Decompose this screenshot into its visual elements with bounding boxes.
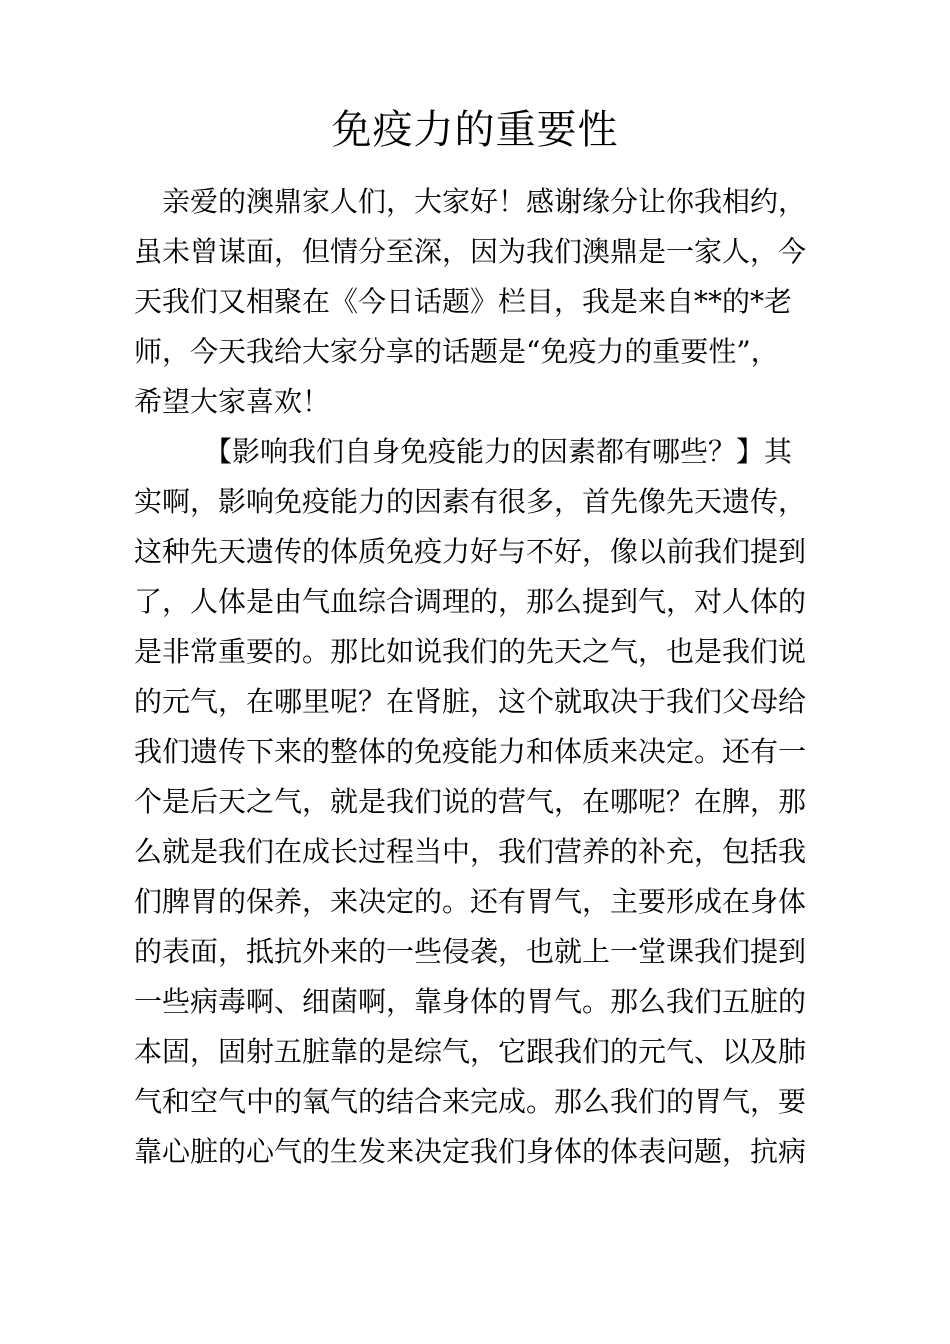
text-line: 实啊，影响免疫能力的因素有很多，首先像先天遗传， [134,485,807,518]
text-line: 亲爱的澳鼎家人们，大家好！感谢缘分让你我相约， [134,185,807,218]
text-line: 们脾胃的保养，来决定的。还有胃气，主要形成在身体 [134,885,807,918]
text-line: 个是后天之气，就是我们说的营气，在哪呢？在脾，那 [134,785,807,818]
text-line: 这种先天遗传的体质免疫力好与不好，像以前我们提到 [134,535,807,568]
text-line: 本固，固射五脏靠的是综气，它跟我们的元气、以及肺 [134,1035,807,1068]
text-line: 【影响我们自身免疫能力的因素都有哪些？】其 [134,435,793,468]
text-line: 虽未曾谋面，但情分至深，因为我们澳鼎是一家人，今 [134,235,807,268]
text-line: 我们遗传下来的整体的免疫能力和体质来决定。还有一 [134,735,807,768]
text-line: 师，今天我给大家分享的话题是“免疫力的重要性”， [134,335,779,368]
page-title: 免疫力的重要性 [331,107,619,153]
text-line: 希望大家喜欢！ [134,385,331,418]
text-line: 靠心脏的心气的生发来决定我们身体的体表问题，抗病 [134,1135,807,1168]
text-line: 一些病毒啊、细菌啊，靠身体的胃气。那么我们五脏的 [134,985,807,1018]
text-line: 么就是我们在成长过程当中，我们营养的补充，包括我 [134,835,807,868]
text-line: 的元气，在哪里呢？在肾脏，这个就取决于我们父母给 [134,685,807,718]
text-line: 是非常重要的。那比如说我们的先天之气，也是我们说 [134,635,807,668]
text-line: 天我们又相聚在《今日话题》栏目，我是来自**的*老 [134,285,793,318]
text-line: 了，人体是由气血综合调理的，那么提到气，对人体的 [134,585,807,618]
text-line: 气和空气中的氧气的结合来完成。那么我们的胃气，要 [134,1085,807,1118]
text-line: 的表面，抵抗外来的一些侵袭，也就上一堂课我们提到 [134,935,807,968]
